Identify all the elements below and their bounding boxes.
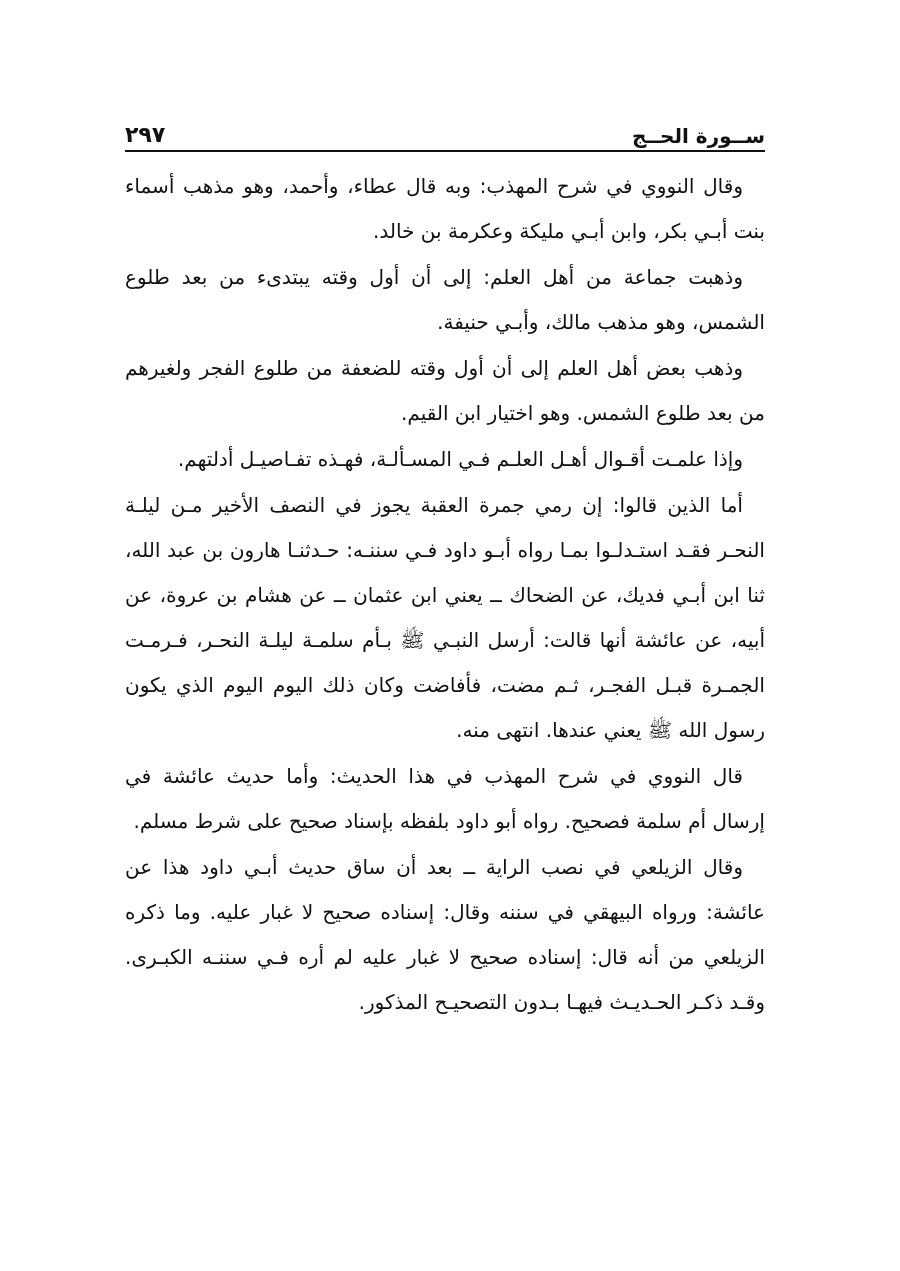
paragraph xyxy=(125,346,765,436)
surah-title: ســورة الحــج xyxy=(631,124,765,148)
paragraph xyxy=(125,845,765,1025)
paragraph xyxy=(125,255,765,345)
paragraph xyxy=(125,483,765,753)
paragraph xyxy=(125,437,765,482)
paragraph-text: قال النووي في شرح المهذب في هذا الحديث: وأما حديث عائشة في إرسال أم سلمة فصحيح. رواه أبو داود بلفظه بإسناد صحيح على شرط مسلم. xyxy=(125,764,765,833)
paragraph-text: وذهبت جماعة من أهل العلم: إلى أن أول وقته يبتدىء من بعد طلوع الشمس، وهو مذهب مالك، وأبـي حنيفة. xyxy=(125,265,765,334)
running-header xyxy=(125,112,765,152)
page-number: ٢٩٧ xyxy=(125,123,166,148)
paragraph-text: وقال النووي في شرح المهذب: وبه قال عطاء، وأحمد، وهو مذهب أسماء بنت أبـي بكر، وابن أبـي مليكة وعكرمة بن خالد. xyxy=(125,174,765,243)
paragraph-text: أما الذين قالوا: إن رمي جمرة العقبة يجوز في النصف الأخير مـن ليلـة النحـر فقـد استـدلـوا بمـا رواه أبـو داود فـي سننـه: حـدثنـا هارون بن عبد الله، ثنا ابن أبـي فديك، عن الضحاك ــ يعني ابن عثمان ــ عن هشام بن عروة، عن أبيه، عن عائشة أنها قالت: أرسل النبـي ﷺ بـأم سلمـة ليلـة النحـر، فـرمـت الجمـرة قبـل الفجـر، ثـم مضت، فأفاضت وكان ذلك اليوم اليوم الذي يكون رسول الله ﷺ يعني عندها. انتهى منه. xyxy=(125,493,765,742)
paragraph-text: وإذا علمـت أقـوال أهـل العلـم فـي المسـألـة، فهـذه تفـاصيـل أدلتهم. xyxy=(177,447,743,471)
body-text xyxy=(125,164,765,1025)
paragraph xyxy=(125,164,765,254)
paragraph-text: وقال الزيلعي في نصب الراية ــ بعد أن ساق حديث أبـي داود هذا عن عائشة: ورواه البيهقي في سننه وقال: إسناده صحيح لا غبار عليه. وما ذكره الزيلعي من أنه قال: إسناده صحيح لا غبار عليه لم أره فـي سننـه الكبـرى. وقـد ذكـر الحـديـث فيهـا بـدون التصحيـح المذكور. xyxy=(125,855,765,1014)
paragraph xyxy=(125,754,765,844)
book-page xyxy=(125,112,765,1026)
paragraph-text: وذهب بعض أهل العلم إلى أن أول وقته للضعفة من طلوع الفجر ولغيرهم من بعد طلوع الشمس. وهو اختيار ابن القيم. xyxy=(125,356,765,425)
